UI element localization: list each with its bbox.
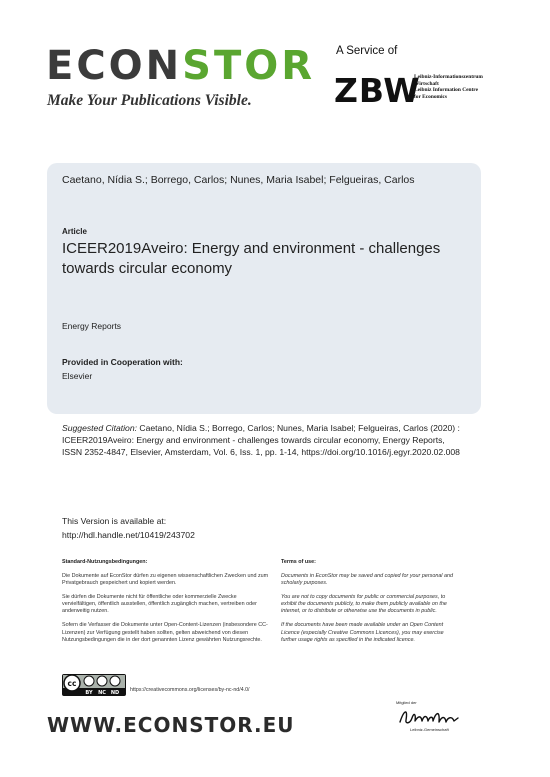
zbw-logo-text: ZBW [334, 71, 421, 110]
terms-en-paragraph: Documents in EconStor may be saved and copied for your personal and scholarly purposes. [281, 573, 454, 587]
zbw-text-line: Leibniz Information Centre [414, 87, 478, 94]
zbw-logo [334, 71, 421, 110]
terms-en-body [281, 573, 456, 644]
by-person-icon [84, 676, 94, 686]
license-url[interactable]: https://creativecommons.org/licenses/by-nc-nd/4.0/ [130, 687, 250, 693]
service-label: A Service of [336, 45, 398, 57]
cc-by-label: BY [85, 690, 93, 696]
econstor-footer-url[interactable]: WWW.ECONSTOR.EU [47, 713, 295, 737]
zbw-text-line: Leibniz-Informationszentrum [414, 74, 483, 80]
zbw-institution-name [414, 74, 494, 100]
terms-en-paragraph: You are not to copy documents for public or commercial purposes, to exhibit the documents publicly, to make them publicly available on the internet, or to distribute or otherwise use the documents in public. [281, 594, 447, 615]
provided-label: Provided in Cooperation with: [62, 357, 183, 367]
provider-name: Elsevier [62, 371, 93, 381]
logo-stor-text: STOR [182, 43, 316, 89]
terms-de-paragraph: Sie dürfen die Dokumente nicht für öffentliche oder kommerzielle Zwecke vervielfältigen, öffentlich ausstellen, öffentlich zugänglich machen, vertreiben oder anderweitig nutzen. [62, 594, 257, 615]
terms-en-heading: Terms of use: [281, 559, 316, 565]
svg-text:cc: cc [67, 679, 77, 688]
zbw-text-line: for Economics [414, 93, 447, 100]
cc-license-badge[interactable] [62, 674, 126, 696]
nd-equals-icon [110, 676, 120, 686]
leibniz-member-label: Mitglied der [396, 700, 417, 705]
terms-de-paragraph: Die Dokumente auf EconStor dürfen zu eigenen wissenschaftlichen Zwecken und zum Privatgebrauch gespeichert und kopiert werden. [62, 573, 269, 587]
terms-de-body [62, 573, 272, 644]
cc-nd-label: ND [110, 690, 120, 696]
handle-link[interactable]: http://hdl.handle.net/10419/243702 [62, 530, 195, 540]
document-type-label: Article [62, 227, 87, 236]
leibniz-signature-icon [396, 706, 466, 728]
authors: Caetano, Nídia S.; Borrego, Carlos; Nunes, Maria Isabel; Felgueiras, Carlos [62, 174, 415, 186]
suggested-citation [62, 423, 462, 459]
terms-en-paragraph: If the documents have been made available under an Open Content Licence (especially Creative Commons Licences), you may exercise further usage rights as specified in the indicated licence. [281, 622, 444, 643]
nc-dollar-icon [97, 676, 107, 686]
leibniz-association-label: Leibniz-Gemeinschaft [410, 727, 449, 732]
cc-nc-label: NC [98, 690, 106, 696]
tagline: Make Your Publications Visible. [47, 92, 252, 109]
version-label: This Version is available at: [62, 516, 167, 526]
terms-de-paragraph: Sofern die Verfasser die Dokumente unter Open-Content-Lizenzen (insbesondere CC-Lizenzen) zur Verfügung gestellt haben sollten, gelten abweichend von diesen Nutzungsbedingungen die in der dort genannten Lizenz gewährten Nutzungsrechte. [62, 622, 268, 643]
journal-name: Energy Reports [62, 321, 122, 331]
econstor-logo [46, 43, 316, 89]
citation-label: Suggested Citation: [62, 423, 138, 433]
citation-text: Caetano, Nídia S.; Borrego, Carlos; Nunes, Maria Isabel; Felgueiras, Carlos (2020) : ICEER2019Aveiro: Energy and environment - challenges towards circular economy, Energy Reports, ISSN 2352-4847, Elsevier, Amsterdam, Vol. 6, Iss. 1, pp. 1-14, https://doi.org/10.1016/j.egyr.2020.02.008 [62, 423, 460, 457]
terms-de-heading: Standard-Nutzungsbedingungen: [62, 559, 148, 565]
zbw-text-line: Wirtschaft [414, 80, 439, 87]
logo-econ-text: ECON [46, 43, 183, 89]
record-info-box [47, 163, 481, 414]
document-title: ICEER2019Aveiro: Energy and environment - challenges towards circular economy [62, 240, 441, 277]
